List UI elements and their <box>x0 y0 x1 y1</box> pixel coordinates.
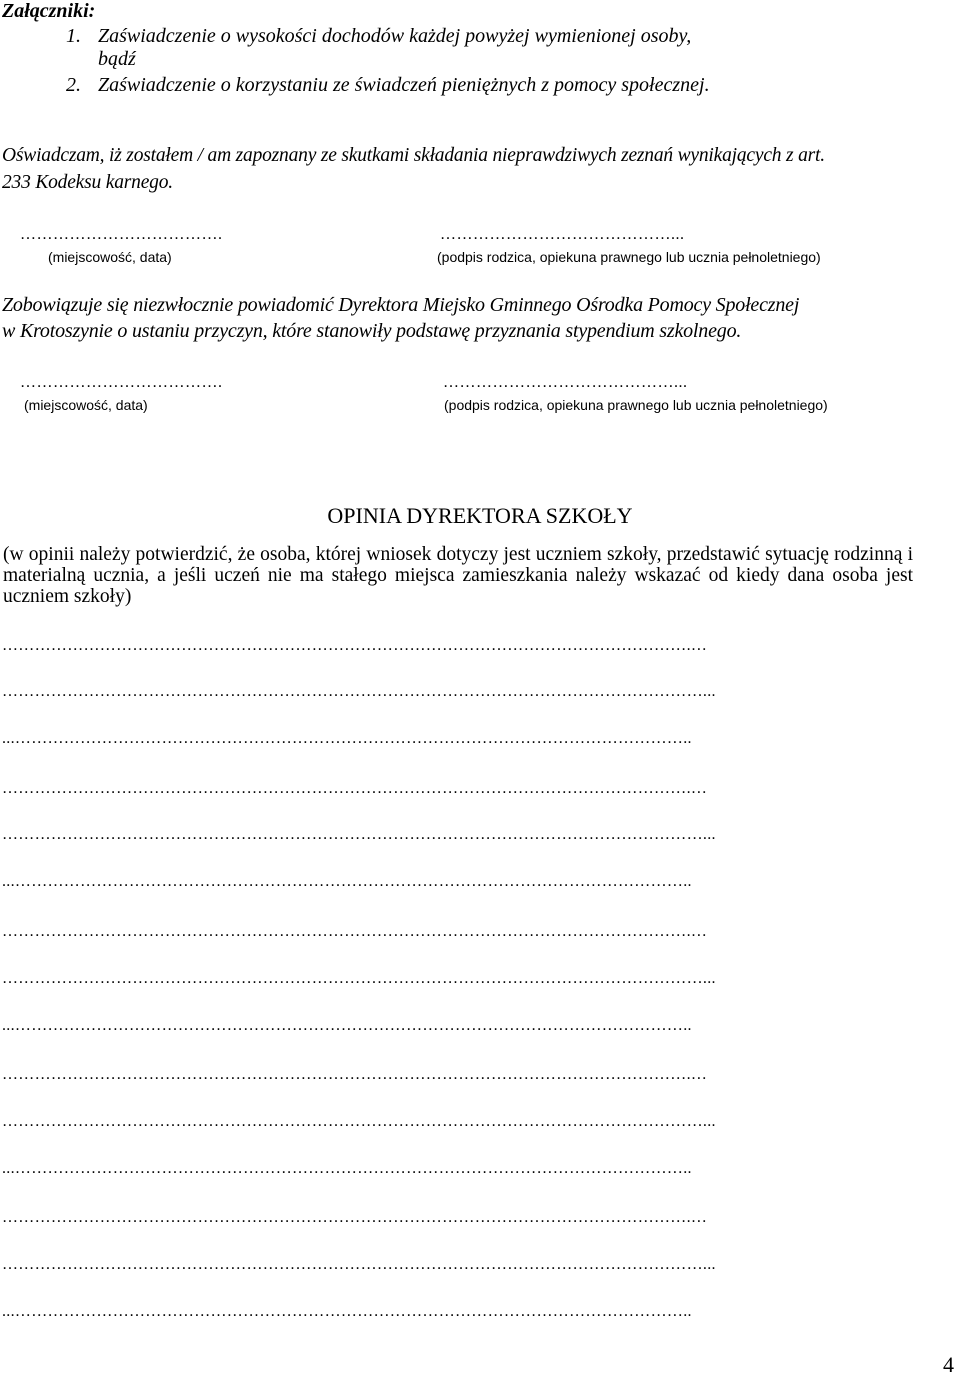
place-date-dots-2: ………………………………. <box>20 374 223 391</box>
attachment-1-text-continued: bądź <box>98 48 136 70</box>
opinion-fill-line: ...…………………………………………………………………………………………………………….. <box>2 1303 692 1320</box>
attachment-2-number: 2. <box>66 74 81 96</box>
declaration-2-line-2: w Krotoszynie o ustaniu przyczyn, które stanowiły podstawę przyznania stypendium szkolnego. <box>2 320 742 342</box>
place-date-dots-1: ………………………………. <box>20 226 223 243</box>
signature-dots-1: ……………………………………... <box>440 226 685 243</box>
attachment-2-text: Zaświadczenie o korzystaniu ze świadczeń pieniężnych z pomocy społecznej. <box>98 74 710 96</box>
opinion-fill-line: …………………………………………………………………………………………………………………... <box>2 826 716 843</box>
signature-caption-1: (podpis rodzica, opiekuna prawnego lub ucznia pełnoletniego) <box>437 249 821 265</box>
opinion-instructions: (w opinii należy potwierdzić, że osoba, której wniosek dotyczy jest uczniem szkoły, przedstawić sytuację rodzinną i materialną ucznia, a jeśli uczeń nie ma stałego miejsca zamieszkania należy wskazać od kiedy dana osoba jest uczniem szkoły) <box>3 544 913 607</box>
declaration-2-line-1: Zobowiązuje się niezwłocznie powiadomić Dyrektora Miejsko Gminnego Ośrodka Pomocy Społecznej <box>2 294 800 316</box>
opinion-fill-line: ……………………………………………………………………………………………………………….… <box>2 780 708 797</box>
declaration-1-line-1: Oświadczam, iż zostałem / am zapoznany ze skutkami składania nieprawdziwych zeznań wynikających z art. <box>2 145 825 166</box>
declaration-1-line-2: 233 Kodeksu karnego. <box>2 172 173 193</box>
opinion-fill-line: ...…………………………………………………………………………………………………………….. <box>2 873 692 890</box>
opinion-fill-line: ……………………………………………………………………………………………………………….… <box>2 1209 708 1226</box>
place-date-caption-2: (miejscowość, data) <box>24 397 148 413</box>
page-number: 4 <box>943 1352 954 1377</box>
opinion-fill-line: ……………………………………………………………………………………………………………….… <box>2 923 708 940</box>
opinion-fill-line: …………………………………………………………………………………………………………………... <box>2 1256 716 1273</box>
attachment-1-number: 1. <box>66 25 81 47</box>
place-date-caption-1: (miejscowość, data) <box>48 249 172 265</box>
opinion-fill-line: ……………………………………………………………………………………………………………….… <box>2 1066 708 1083</box>
attachments-heading: Załączniki: <box>2 0 96 22</box>
opinion-title: OPINIA DYREKTORA SZKOŁY <box>327 503 633 528</box>
opinion-fill-line: ...…………………………………………………………………………………………………………….. <box>2 1017 692 1034</box>
signature-caption-2: (podpis rodzica, opiekuna prawnego lub ucznia pełnoletniego) <box>444 397 828 413</box>
attachment-1-text: Zaświadczenie o wysokości dochodów każdej powyżej wymienionej osoby, <box>98 25 692 47</box>
opinion-fill-line: ……………………………………………………………………………………………………………….… <box>2 637 708 654</box>
opinion-fill-line: ...…………………………………………………………………………………………………………….. <box>2 730 692 747</box>
opinion-fill-line: …………………………………………………………………………………………………………………... <box>2 683 716 700</box>
opinion-fill-line: ...…………………………………………………………………………………………………………….. <box>2 1160 692 1177</box>
opinion-fill-line: …………………………………………………………………………………………………………………... <box>2 1113 716 1130</box>
opinion-fill-line: …………………………………………………………………………………………………………………... <box>2 970 716 987</box>
signature-dots-2: ……………………………………... <box>443 374 688 391</box>
